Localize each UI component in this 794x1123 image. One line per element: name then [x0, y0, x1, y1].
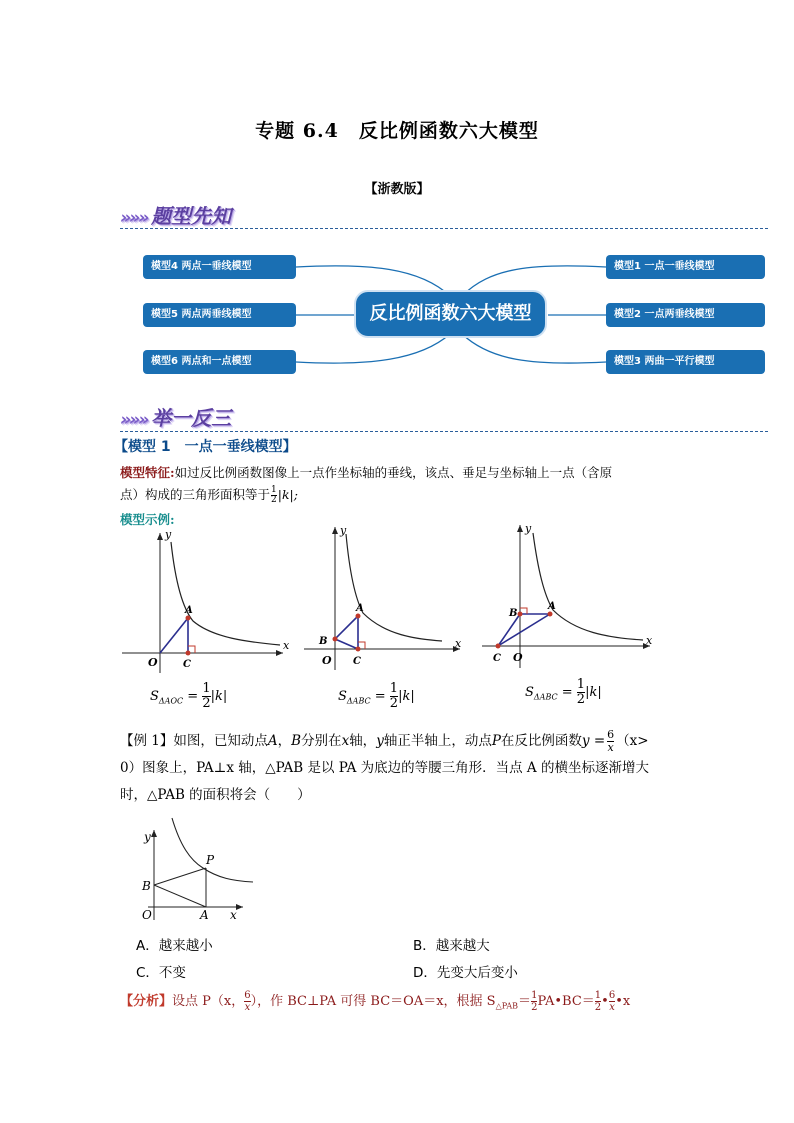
point-C-label: C: [353, 656, 361, 667]
banner-examples: [120, 402, 231, 431]
point-A-label: A: [185, 605, 193, 616]
banner-divider: [120, 431, 768, 432]
point-B-label: B: [142, 879, 151, 893]
area-formula-2: $S_{\Delta ABC}$ = $\frac{1}{2}$ |k|: [338, 681, 415, 711]
example1-line1: 【例 1】如图，已知动点A，B分别在x轴，y轴正半轴上，动点P在反比例函数y = $\frac{6}{x}$ （x>: [120, 728, 649, 754]
section-title: 【模型 1 一点一垂线模型】: [114, 439, 297, 455]
axis-y-label: y: [525, 522, 532, 535]
frac-num: 1: [271, 485, 277, 495]
feature-label: 模型特征:: [120, 465, 175, 480]
example1-line2: 0）图象上，PA⊥x 轴，△PAB 是以 PA 为底边的等腰三角形．当点 A 的横坐标逐渐增大: [120, 760, 649, 776]
graph-3: [478, 520, 658, 670]
feature-text-2: 点）构成的三角形面积等于: [120, 487, 271, 502]
point-C-label: C: [183, 659, 191, 670]
axis-y-label: y: [144, 830, 151, 844]
example1-figure: [128, 815, 268, 925]
area-formula-3: $S_{\Delta ABC}$ = $\frac{1}{2}$ |k|: [525, 677, 602, 707]
feature-fraction: [271, 486, 277, 505]
feature-abs: |k|;: [277, 487, 298, 502]
point-C-label: C: [493, 653, 501, 664]
mindmap-model6: 模型6 两点和一点模型: [143, 350, 296, 374]
axis-y-label: y: [340, 524, 347, 537]
analysis-line: 【分析】设点 P（x， $\frac{6}{x}$ ），作 BC⊥PA 可得 BC＝OA＝x，根据 $S_{\triangle PAB}=$ $\frac{1}{2}$ PA•BC＝ $\frac{1}{2}$ • $\frac{6}{x}$ •x: [120, 990, 631, 1013]
graph-1: [118, 528, 298, 678]
frac-den: 2: [271, 495, 277, 505]
point-A-label: A: [200, 908, 209, 922]
axis-x-label: x: [283, 639, 290, 652]
axis-x-label: x: [646, 634, 653, 647]
option-a[interactable]: A．越来越小: [136, 938, 213, 954]
mindmap-model5: 模型5 两点两垂线模型: [143, 303, 296, 327]
mindmap-model4: 模型4 两点一垂线模型: [143, 255, 296, 279]
point-O-label: O: [142, 908, 152, 922]
point-B-label: B: [509, 608, 518, 619]
banner-text: 题型先知: [151, 204, 232, 228]
area-formula-1: $S_{\Delta AOC}$ = $\frac{1}{2}$ |k|: [150, 681, 228, 711]
axis-y-label: y: [165, 528, 172, 541]
mindmap-model3: 模型3 两曲一平行模型: [606, 350, 765, 374]
point-B-label: B: [319, 636, 328, 647]
point-O-label: O: [148, 656, 158, 669]
analysis-tag: 【分析】: [120, 994, 173, 1009]
option-c[interactable]: C．不变: [136, 965, 186, 981]
point-P-label: P: [206, 853, 215, 867]
axis-x-label: x: [230, 908, 237, 922]
example1-question: [120, 728, 690, 809]
banner-arrows-icon: »»»: [120, 208, 148, 228]
banner-question-preview: [120, 200, 231, 229]
option-b[interactable]: B．越来越大: [413, 938, 490, 954]
point-A-label: A: [548, 601, 556, 612]
point-O-label: O: [513, 651, 523, 664]
example-label: 模型示例:: [120, 512, 175, 527]
graph-2: [300, 522, 470, 672]
axis-x-label: x: [455, 637, 462, 650]
feature-text-1: 如过反比例函数图像上一点作坐标轴的垂线，该点、垂足与坐标轴上一点（含原: [174, 465, 613, 480]
mindmap-model2: 模型2 一点两垂线模型: [606, 303, 765, 327]
mindmap-model1: 模型1 一点一垂线模型: [606, 255, 765, 279]
option-d[interactable]: D．先变大后变小: [413, 965, 518, 981]
page-title: 专题 6.4 反比例函数六大模型: [255, 120, 539, 142]
edition-label: 【浙教版】: [364, 182, 430, 197]
point-A-label: A: [356, 603, 364, 614]
banner-arrows-icon: »»»: [120, 410, 148, 430]
banner-text: 举一反三: [151, 406, 232, 430]
model-feature: [120, 462, 680, 506]
mindmap-center: 反比例函数六大模型: [354, 290, 547, 338]
point-O-label: O: [322, 654, 332, 667]
example1-line3: 时，△PAB 的面积将会（ ）: [120, 787, 311, 803]
banner-divider: [120, 228, 768, 229]
